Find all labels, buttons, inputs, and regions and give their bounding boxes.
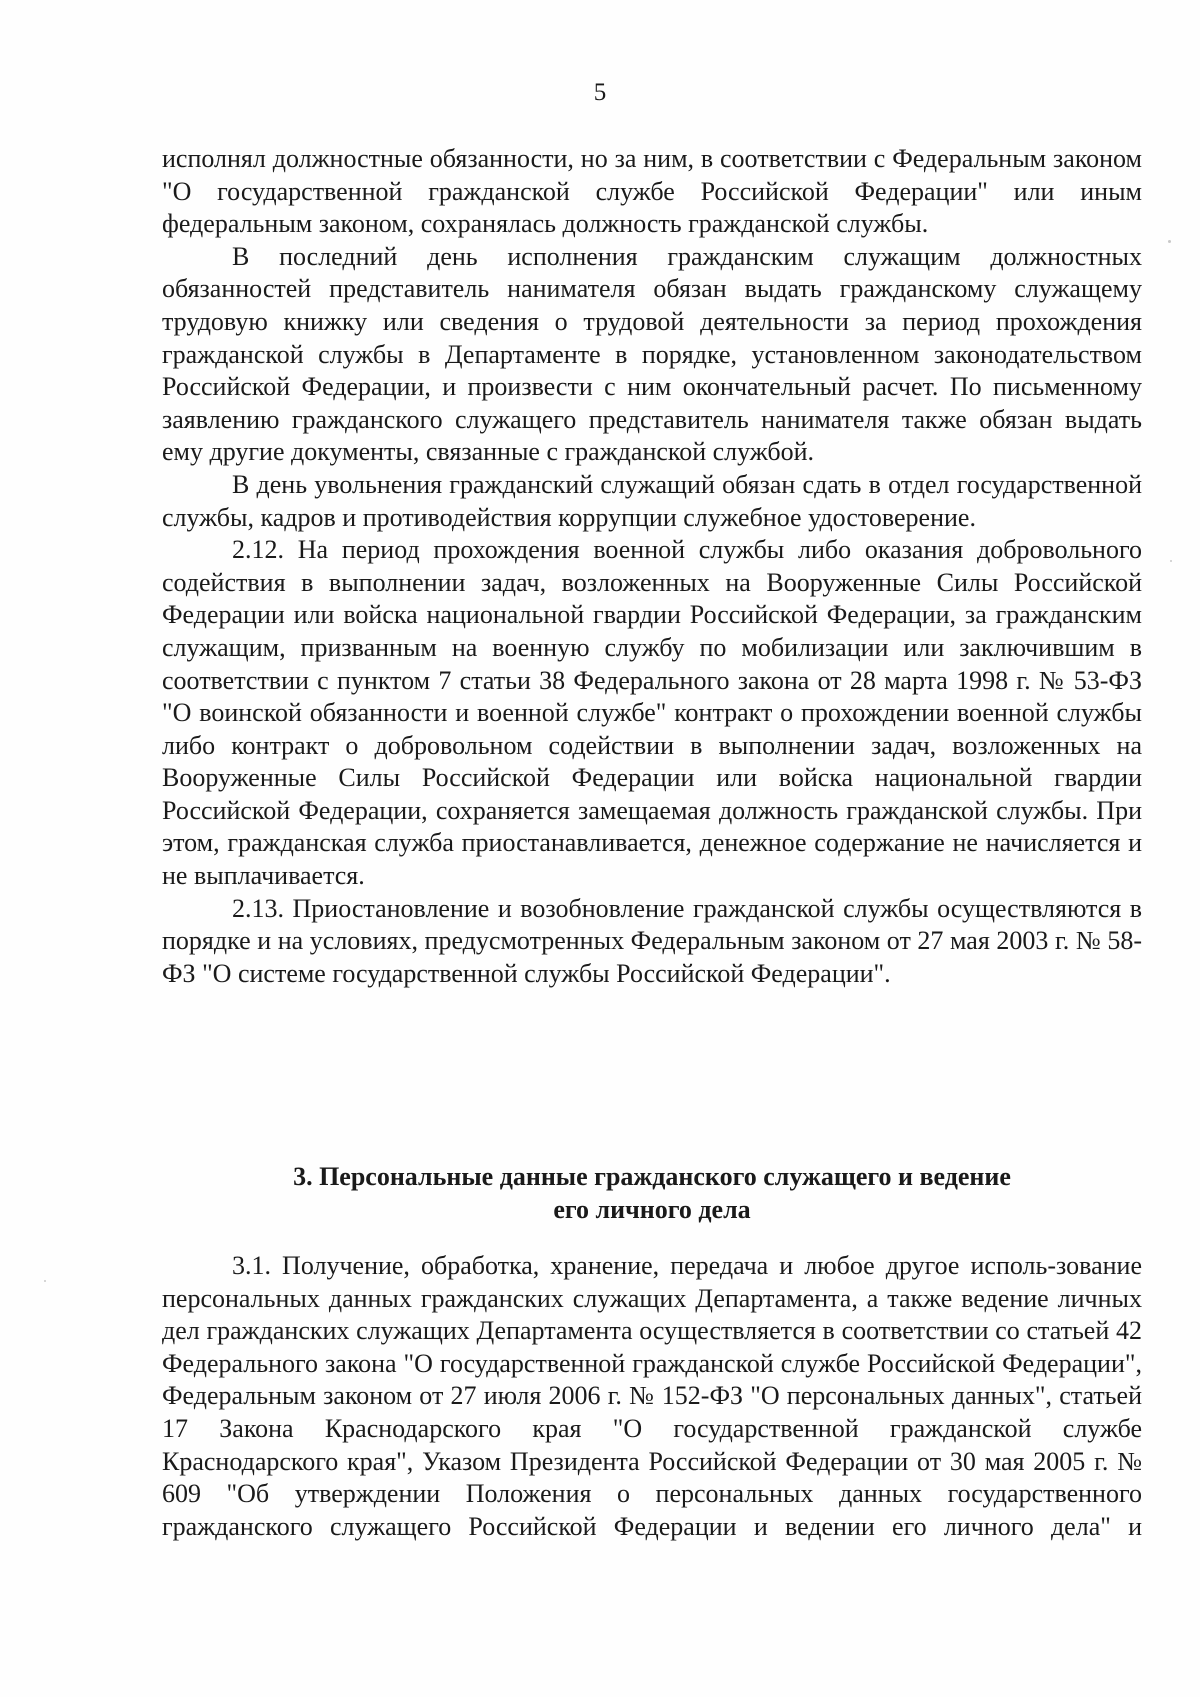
scan-speck [1168,240,1171,243]
scan-speck [44,1280,46,1282]
paragraph-2-12: 2.12. На период прохождения военной службы либо оказания добровольного содействия в выполнении задач, возложенных на Вооруженные Силы Российской Федерации или войска национальной гвардии Российской Федерации, за гражданским служащим, призванным на военную службу по мобилизации или заключившим в соответствии с пунктом 7 статьи 38 Федерального закона от 28 марта 1998 г. № 53-ФЗ "О воинской обязанности и военной службе" контракт о прохождении военной службы либо контракт о добровольном содействии в выполнении задач, возложенных на Вооруженные Силы Российской Федерации или войска национальной гвардии Российской Федерации, сохраняется замещаемая должность гражданской службы. При этом, гражданская служба приостанавливается, денежное содержание не начисляется и не выплачивается. [162,535,1142,891]
paragraph-dismissal-day: В день увольнения гражданский служащий обязан сдать в отдел государственной службы, кадров и противодействия коррупции служебное удостоверение. [162,469,1142,532]
paragraph-last-day: В последний день исполнения гражданским служащим должностных обязанностей представитель нанимателя обязан выдать гражданскому служащему трудовую книжку или сведения о трудовой деятельности за период прохождения гражданской службы в Департаменте в порядке, установленном законодательством Российской Федерации, и произвести с ним окончательный расчет. По письменному заявлению гражданского служащего представитель нанимателя также обязан выдать ему другие документы, связанные с гражданской службой. [162,241,1142,467]
section-heading-line-1: 3. Персональные данные гражданского служащего и ведение [293,1162,1011,1191]
section-heading-line-2: его личного дела [553,1195,751,1224]
paragraph-continuation: исполнял должностные обязанности, но за ним, в соответствии с Федеральным законом "О государственной гражданской службе Российской Федерации" или иным федеральным законом, сохранялась должность гражданской службы. [162,144,1142,239]
scan-speck [1170,560,1172,562]
body-text-upper [162,143,1142,990]
page-number: 5 [593,79,607,106]
section-heading [162,1160,1142,1226]
paragraph-3-1: 3.1. Получение, обработка, хранение, передача и любое другое исполь-зование персональных данных гражданских служащих Департамента, а также ведение личных дел гражданских служащих Департамента осуществляется в соответствии со статьей 42 Федерального закона "О государственной гражданской службе Российской Федерации", Федеральным законом от 27 июля 2006 г. № 152-ФЗ "О персональных данных", статьей 17 Закона Краснодарского края "О государственной гражданской службе Краснодарского края", Указом Президента Российской Федерации от 30 мая 2005 г. № 609 "Об утверждении Положения о персональных данных государственного гражданского служащего Российской Федерации и ведении его личного дела" и [162,1251,1142,1541]
body-text-lower [162,1250,1142,1543]
paragraph-2-13: 2.13. Приостановление и возобновление гражданской службы осуществляются в порядке и на условиях, предусмотренных Федеральным законом от 27 мая 2003 г. № 58-ФЗ "О системе государственной службы Российской Федерации". [162,893,1142,988]
